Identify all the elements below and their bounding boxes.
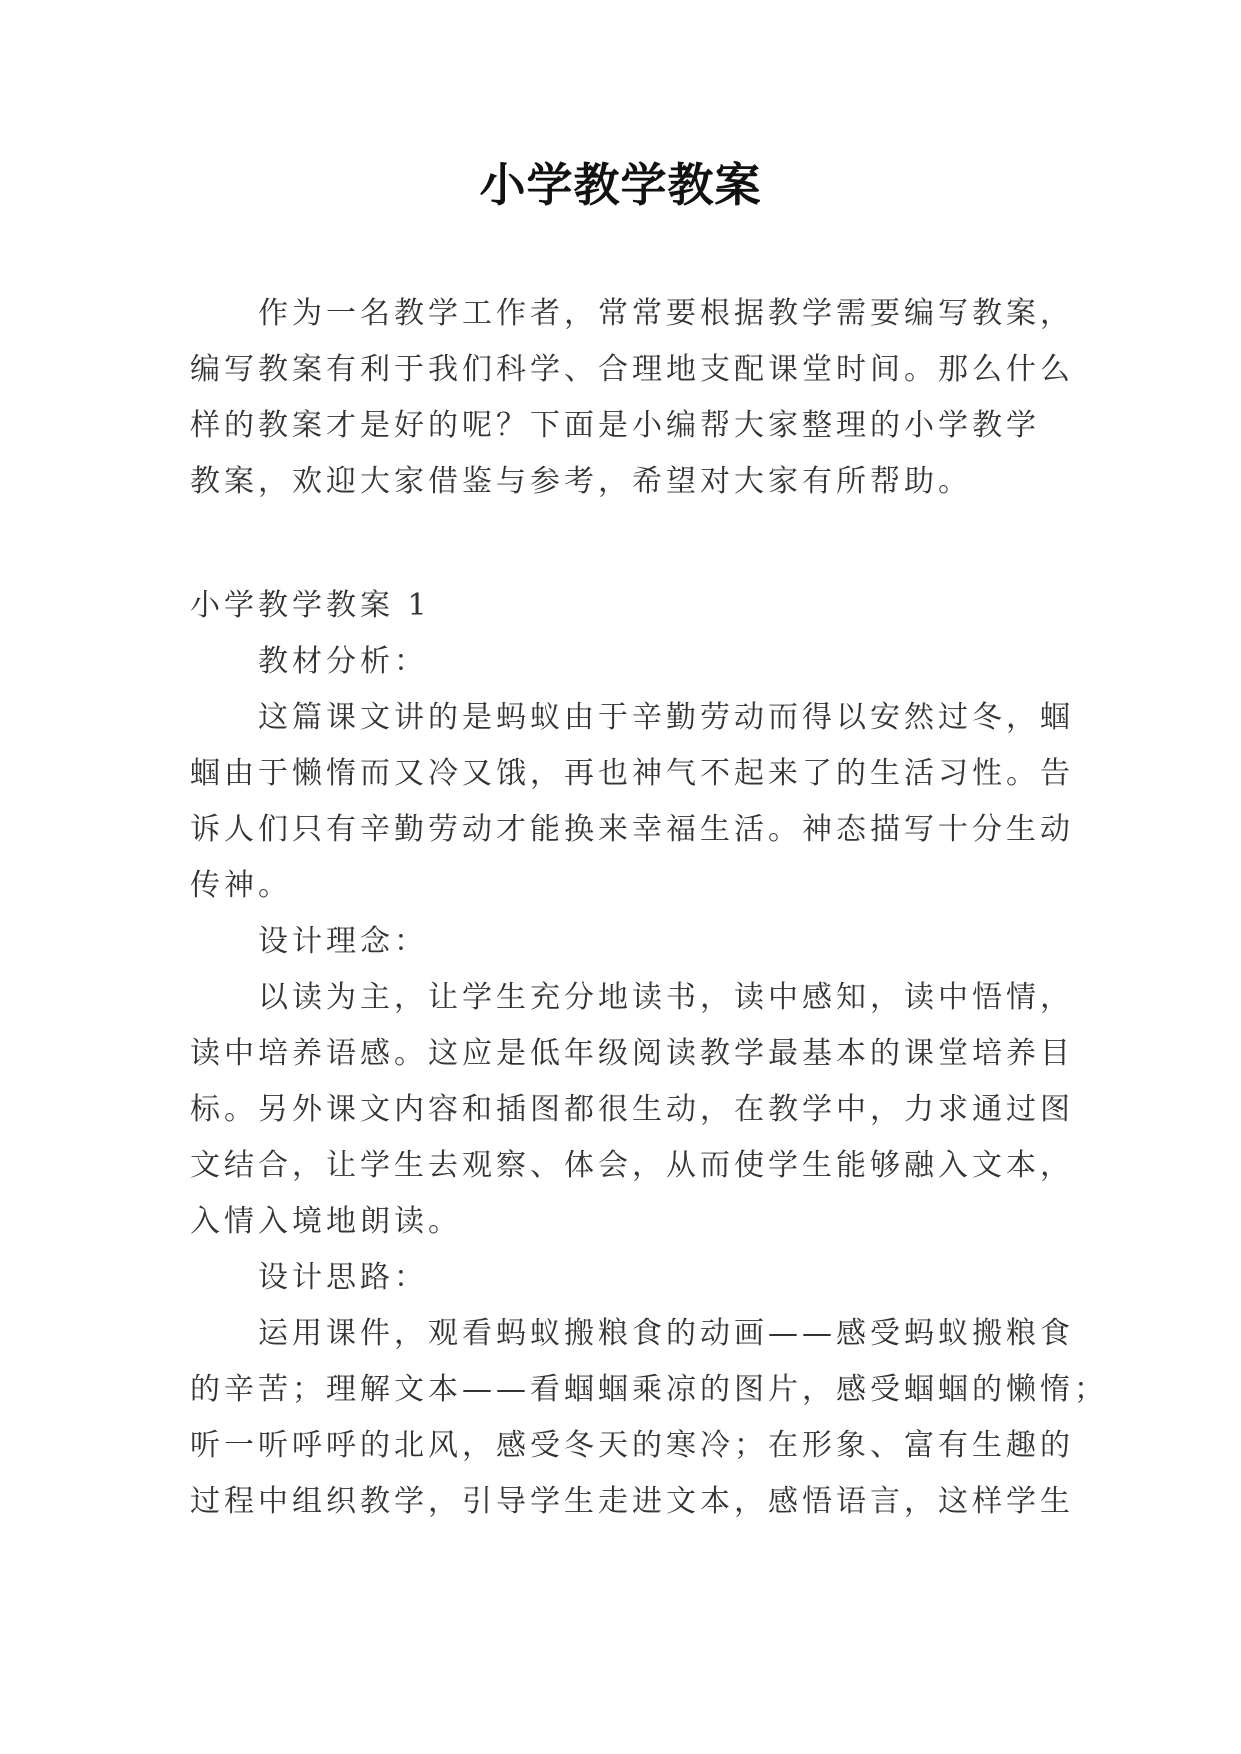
concept-heading: 设计理念：: [258, 924, 428, 959]
lesson-section: [190, 578, 1108, 1530]
material-line: 传神。: [190, 868, 292, 903]
concept-line: 入情入境地朗读。: [190, 1204, 462, 1239]
idea-line: 过程中组织教学，引导学生走进文本，感悟语言，这样学生: [190, 1484, 1074, 1519]
idea-heading: 设计思路：: [258, 1260, 428, 1295]
document-title: 小学教学教案: [479, 158, 762, 212]
idea-line: 听一听呼呼的北风，感受冬天的寒冷；在形象、富有生趣的: [190, 1428, 1074, 1463]
intro-line: 样的教案才是好的呢？下面是小编帮大家整理的小学教学: [190, 408, 1040, 443]
concept-line: 文结合，让学生去观察、体会，从而使学生能够融入文本，: [190, 1148, 1074, 1183]
intro-line: 编写教案有利于我们科学、合理地支配课堂时间。那么什么: [190, 352, 1074, 387]
concept-line: 读中培养语感。这应是低年级阅读教学最基本的课堂培养目: [190, 1036, 1074, 1071]
idea-line: 运用课件，观看蚂蚁搬粮食的动画——感受蚂蚁搬粮食: [258, 1316, 1074, 1351]
material-line: 这篇课文讲的是蚂蚁由于辛勤劳动而得以安然过冬，蝈: [258, 700, 1074, 735]
idea-line: 的辛苦；理解文本——看蝈蝈乘凉的图片，感受蝈蝈的懒惰；: [190, 1372, 1108, 1407]
concept-line: 标。另外课文内容和插图都很生动，在教学中，力求通过图: [190, 1092, 1074, 1127]
material-line: 诉人们只有辛勤劳动才能换来幸福生活。神态描写十分生动: [190, 812, 1074, 847]
concept-line: 以读为主，让学生充分地读书，读中感知，读中悟情，: [258, 980, 1074, 1015]
material-heading: 教材分析：: [258, 644, 428, 679]
intro-line: 教案，欢迎大家借鉴与参考，希望对大家有所帮助。: [190, 464, 972, 499]
material-line: 蝈由于懒惰而又冷又饿，再也神气不起来了的生活习性。告: [190, 756, 1074, 791]
intro-paragraph: [190, 286, 1074, 510]
intro-line: 作为一名教学工作者，常常要根据教学需要编写教案，: [258, 296, 1074, 331]
section-title: 小学教学教案 1: [190, 588, 431, 623]
